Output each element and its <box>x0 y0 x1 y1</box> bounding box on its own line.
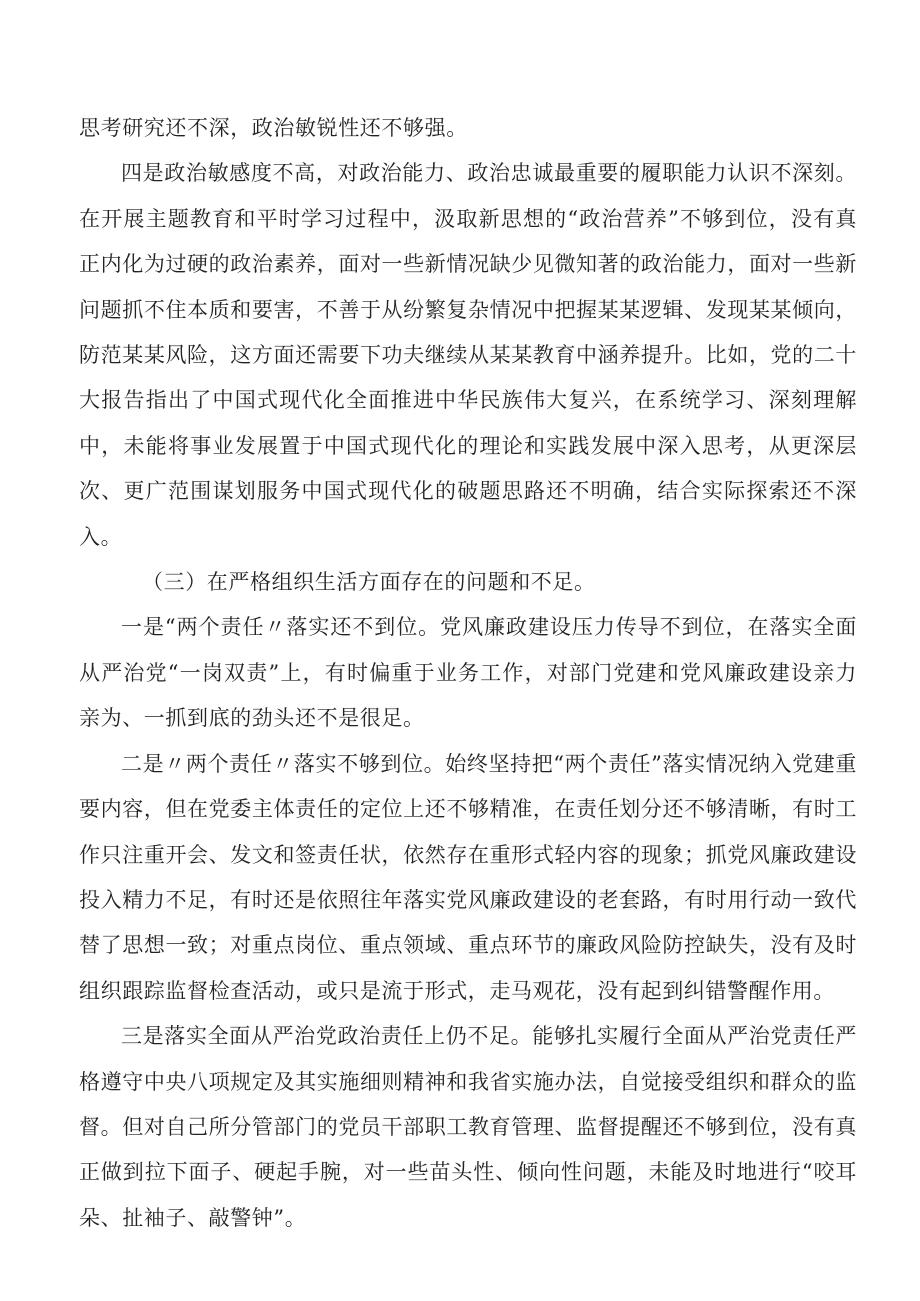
paragraph-strict-governance: 三是落实全面从严治党政治责任上仍不足。能够扎实履行全面从严治党责任严格遵守中央八项规定及其实施细则精神和我省实施办法，自觉接受组织和群众的监督。但对自己所分管部门的党员干部职工教育管理、监督提醒还不够到位，没有真正做到拉下面子、硬起手腕，对一些苗头性、倾向性问题，未能及时地进行“咬耳朵、扯袖子、敲警钟”。 <box>79 1024 857 1230</box>
paragraph-continuation: 思考研究还不深，政治敏锐性还不够强。 <box>79 116 468 140</box>
paragraph-two-responsibilities-1: 一是“两个责任〃落实还不到位。党风廉政建设压力传导不到位，在落实全面从严治党“一岗双责”上，有时偏重于业务工作，对部门党建和党风廉政建设亲力亲为、一抓到底的劲头还不是很足。 <box>79 615 857 731</box>
document-body <box>79 106 857 1241</box>
paragraph-two-responsibilities-2: 二是〃两个责任〃落实不够到位。始终坚持把“两个责任”落实情况纳入党建重要内容，但在党委主体责任的定位上还不够精准，在责任划分还不够清晰，有时工作只注重开会、发文和签责任状，依然存在重形式轻内容的现象；抓党风廉政建设投入精力不足，有时还是依照往年落实党风廉政建设的老套路，有时用行动一致代替了思想一致；对重点岗位、重点领域、重点环节的廉政风险防控缺失，没有及时组织跟踪监督检查活动，或只是流于形式，走马观花，没有起到纠错警醒作用。 <box>79 751 857 1003</box>
paragraph-political-sensitivity: 四是政治敏感度不高，对政治能力、政治忠诚最重要的履职能力认识不深刻。在开展主题教育和平时学习过程中，汲取新思想的“政治营养”不够到位，没有真正内化为过硬的政治素养，面对一些新情况缺少见微知著的政治能力，面对一些新问题抓不住本质和要害，不善于从纷繁复杂情况中把握某某逻辑、发现某某倾向，防范某某风险，这方面还需要下功夫继续从某某教育中涵养提升。比如，党的二十大报告指出了中国式现代化全面推进中华民族伟大复兴，在系统学习、深刻理解中，未能将事业发展置于中国式现代化的理论和实践发展中深入思考，从更深层次、更广范围谋划服务中国式现代化的破题思路还不明确，结合实际探索还不深入。 <box>79 161 857 549</box>
section-heading-organization-life: （三）在严格组织生活方面存在的问题和不足。 <box>142 570 596 595</box>
